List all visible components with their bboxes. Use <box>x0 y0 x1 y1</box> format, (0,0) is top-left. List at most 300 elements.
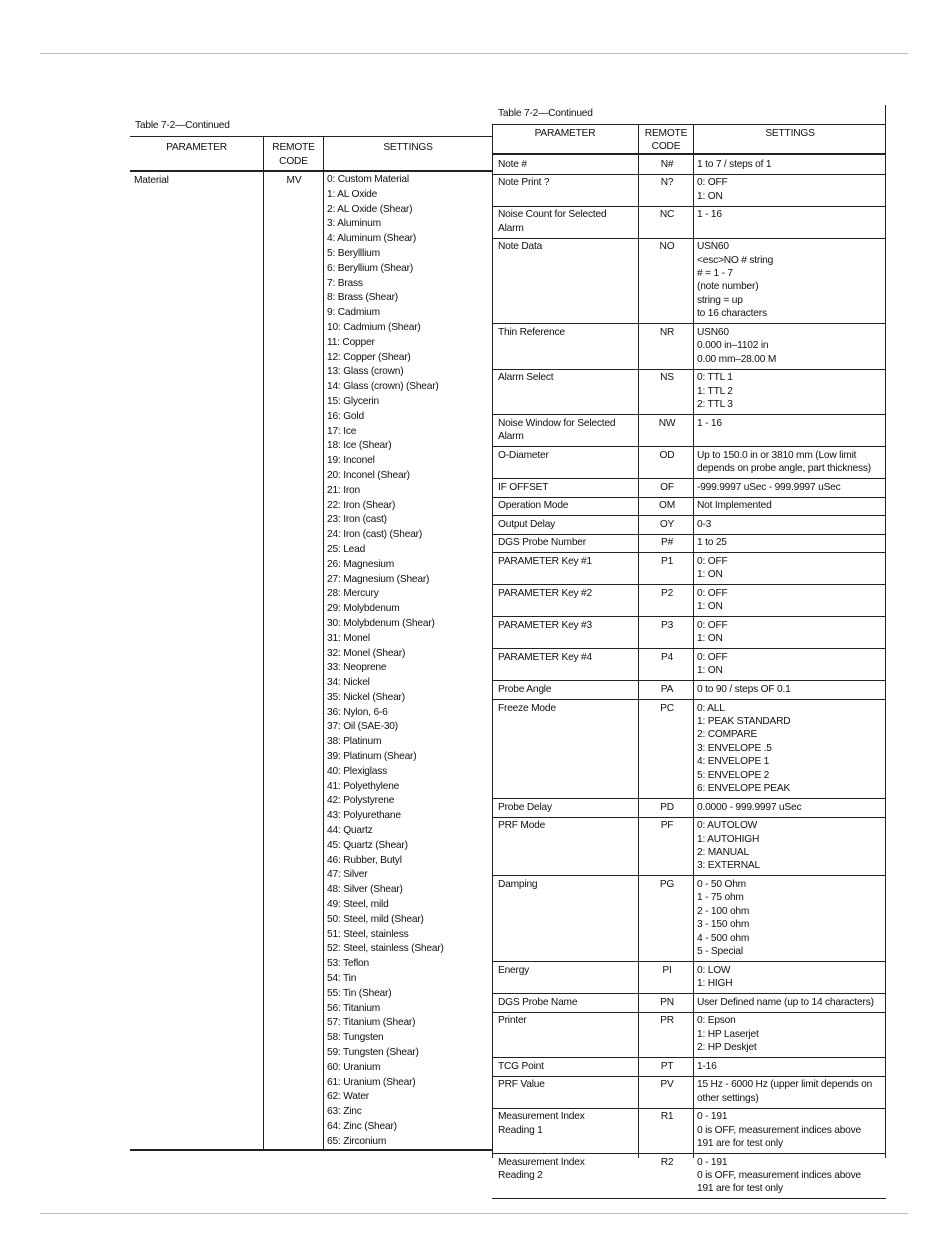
row-settings <box>697 240 883 320</box>
row-setting-line: 1 - 16 <box>697 209 722 221</box>
row-settings <box>697 555 883 582</box>
row-parameter <box>498 619 638 632</box>
row-parameter-line: PARAMETER Key #1 <box>498 556 592 567</box>
row-setting-line: USN60 <box>697 241 729 253</box>
left-header-rule <box>130 170 492 172</box>
bottom-divider <box>40 1213 908 1214</box>
right-table <box>492 105 886 1195</box>
row-setting-line: 1: AUTOHIGH <box>697 833 760 845</box>
material-setting-item: 45: Quartz (Shear) <box>327 839 408 851</box>
row-settings <box>697 1110 883 1150</box>
row-settings <box>697 158 883 171</box>
row-setting-line: 0-3 <box>697 518 712 530</box>
row-parameter <box>498 651 638 664</box>
row-setting-line: depends on probe angle, part thickness) <box>697 463 871 474</box>
row-divider <box>492 993 886 994</box>
material-parameter: Material <box>134 175 169 186</box>
row-code: PD <box>660 801 674 813</box>
row-settings <box>697 326 883 366</box>
material-setting-item: 17: Ice <box>327 425 357 437</box>
material-setting-item: 3: Aluminum <box>327 218 381 230</box>
row-code: R1 <box>660 1111 674 1123</box>
row-parameter-line: PARAMETER Key #3 <box>498 620 592 631</box>
left-caption-rule <box>130 136 492 137</box>
left-table-caption: Table 7-2—Continued <box>135 120 230 131</box>
material-setting-item: 21: Iron <box>327 484 360 496</box>
row-parameter <box>498 240 638 253</box>
row-parameter <box>498 702 638 715</box>
material-setting-item: 4: Aluminum (Shear) <box>327 233 417 245</box>
material-setting-item: 46: Rubber, Butyl <box>327 854 402 866</box>
left-header-settings: SETTINGS <box>383 142 433 153</box>
row-setting-line: 0: OFF <box>697 177 728 189</box>
material-setting-item: 27: Magnesium (Shear) <box>327 573 430 585</box>
row-parameter-line: Probe Angle <box>498 684 552 695</box>
row-code: OY <box>659 518 675 530</box>
row-setting-line: 1: ON <box>697 665 723 677</box>
row-parameter <box>498 1110 638 1137</box>
right-table-right-edge <box>885 105 886 1158</box>
row-parameter <box>498 819 638 832</box>
material-setting-item: 36: Nylon, 6-6 <box>327 706 388 718</box>
row-parameter <box>498 518 638 531</box>
row-setting-line: 1: HP Laserjet <box>697 1028 759 1040</box>
row-divider <box>492 1153 886 1154</box>
row-divider <box>492 798 886 799</box>
row-setting-line: string = up <box>697 294 743 306</box>
row-setting-line: 5 - Special <box>697 946 743 958</box>
row-setting-line: 1: ON <box>697 190 723 202</box>
material-setting-item: 42: Polystyrene <box>327 795 395 807</box>
material-setting-item: 43: Polyurethane <box>327 810 401 822</box>
row-parameter-line: DGS Probe Name <box>498 996 578 1008</box>
row-setting-line: <esc>NO # string <box>697 254 774 266</box>
row-code: P4 <box>660 652 674 663</box>
row-parameter-line: Measurement Index <box>498 1111 585 1123</box>
row-setting-line: 4 - 500 ohm <box>697 932 750 944</box>
row-divider <box>492 699 886 700</box>
row-parameter-line: Alarm <box>498 222 524 234</box>
right-header-remote-code <box>639 127 693 153</box>
material-setting-item: 15: Glycerin <box>327 395 379 407</box>
material-setting-item: 11: Copper <box>327 336 375 348</box>
material-setting-item: 33: Neoprene <box>327 662 387 674</box>
row-settings <box>697 878 883 958</box>
material-setting-item: 16: Gold <box>327 410 364 422</box>
right-header-settings: SETTINGS <box>765 128 815 139</box>
right-col-divider-1 <box>638 124 639 1158</box>
material-setting-item: 37: Oil (SAE-30) <box>327 721 398 733</box>
row-code: N# <box>660 158 674 170</box>
material-setting-item: 60: Uranium <box>327 1061 381 1073</box>
row-parameter-line: PARAMETER Key #4 <box>498 652 592 663</box>
row-setting-line: 1: HIGH <box>697 978 733 989</box>
row-setting-line: Up to 150.0 in or 3810 mm (Low limit <box>697 449 857 461</box>
row-settings <box>697 964 883 991</box>
material-setting-item: 55: Tin (Shear) <box>327 987 392 999</box>
row-parameter <box>498 878 638 891</box>
right-table-caption: Table 7-2—Continued <box>498 108 593 119</box>
material-setting-item: 59: Tungsten (Shear) <box>327 1047 419 1059</box>
right-table-left-edge <box>492 124 493 1158</box>
row-code: R2 <box>660 1156 674 1168</box>
row-divider <box>492 616 886 617</box>
row-divider <box>492 174 886 175</box>
row-setting-line: 0 is OFF, measurement indices above <box>697 1170 861 1181</box>
material-setting-item: 64: Zinc (Shear) <box>327 1121 397 1132</box>
row-divider <box>492 961 886 962</box>
row-parameter-line: IF OFFSET <box>498 481 549 493</box>
row-setting-line: 2 - 100 ohm <box>697 905 750 917</box>
row-parameter <box>498 449 638 462</box>
top-divider <box>40 53 908 54</box>
row-parameter <box>498 587 638 600</box>
row-code: PG <box>659 879 675 890</box>
material-code: MV <box>286 175 302 186</box>
material-setting-item: 52: Steel, stainless (Shear) <box>327 943 444 955</box>
row-code: NC <box>659 209 675 221</box>
row-divider <box>492 446 886 447</box>
row-parameter-line: Probe Delay <box>498 801 552 813</box>
row-setting-line: 0: OFF <box>697 620 728 631</box>
material-setting-item: 29: Molybdenum <box>327 603 400 615</box>
row-settings <box>697 819 883 873</box>
row-code: N? <box>660 177 674 189</box>
material-setting-item: 49: Steel, mild <box>327 899 389 911</box>
material-setting-item: 35: Nickel (Shear) <box>327 691 405 703</box>
row-divider <box>492 1012 886 1013</box>
row-setting-line: User Defined name (up to 14 characters) <box>697 996 874 1008</box>
row-divider <box>492 875 886 876</box>
material-setting-item: 10: Cadmium (Shear) <box>327 321 421 333</box>
material-setting-item: 12: Copper (Shear) <box>327 351 411 363</box>
material-setting-item: 32: Monel (Shear) <box>327 647 406 659</box>
row-divider <box>492 238 886 239</box>
row-parameter-line: TCG Point <box>498 1060 544 1072</box>
row-setting-line: 5: ENVELOPE 2 <box>697 769 770 781</box>
row-divider <box>492 584 886 585</box>
row-code: P2 <box>660 588 674 599</box>
material-setting-item: 51: Steel, stainless <box>327 928 409 940</box>
row-settings <box>697 801 883 814</box>
row-setting-line: 0: ALL <box>697 702 725 714</box>
row-setting-line: 3: ENVELOPE .5 <box>697 742 772 754</box>
row-divider <box>492 1057 886 1058</box>
material-setting-item: 5: Berylllium <box>327 247 380 259</box>
row-code: PI <box>662 964 672 976</box>
left-col-divider-1 <box>263 137 264 1150</box>
material-setting-item: 38: Platinum <box>327 736 382 748</box>
row-setting-line: 0: LOW <box>697 964 731 976</box>
row-parameter-line: Measurement Index <box>498 1156 585 1168</box>
material-setting-item: 53: Teflon <box>327 958 369 970</box>
row-code: NR <box>659 326 675 338</box>
row-setting-line: 0 - 50 Ohm <box>697 879 746 890</box>
row-setting-line: 0.000 in–1102 in <box>697 340 769 352</box>
material-setting-item: 7: Brass <box>327 277 363 289</box>
row-setting-line: 191 are for test only <box>697 1183 783 1195</box>
material-setting-item: 61: Uranium (Shear) <box>327 1076 416 1088</box>
row-setting-line: 0: TTL 1 <box>697 372 733 384</box>
row-parameter-line: O-Diameter <box>498 449 549 461</box>
row-settings <box>697 587 883 614</box>
material-setting-item: 48: Silver (Shear) <box>327 884 403 896</box>
row-divider <box>492 497 886 498</box>
material-setting-item: 65: Zirconium <box>327 1135 387 1147</box>
row-parameter-line: Freeze Mode <box>498 702 556 714</box>
row-parameter-line: Noise Window for Selected <box>498 417 616 429</box>
row-setting-line: # = 1 - 7 <box>697 268 733 279</box>
row-parameter <box>498 371 638 384</box>
row-code: P3 <box>660 620 674 631</box>
row-setting-line: 0.00 mm–28.00 M <box>697 353 777 365</box>
material-setting-item: 25: Lead <box>327 543 366 555</box>
row-parameter-line: Note Data <box>498 241 543 253</box>
row-setting-line: 1: PEAK STANDARD <box>697 716 791 727</box>
row-setting-line: 1 to 25 <box>697 537 727 549</box>
material-setting-item: 56: Titanium <box>327 1002 381 1014</box>
row-divider <box>492 817 886 818</box>
material-setting-item: 54: Tin <box>327 973 357 985</box>
row-setting-line: other settings) <box>697 1092 759 1104</box>
row-settings <box>697 518 883 531</box>
material-setting-item: 40: Plexiglass <box>327 765 388 777</box>
row-divider <box>492 369 886 370</box>
material-setting-item: 6: Beryllium (Shear) <box>327 262 414 274</box>
row-setting-line: 0 is OFF, measurement indices above <box>697 1124 861 1136</box>
row-setting-line: 0.0000 - 999.9997 uSec <box>697 801 802 813</box>
row-parameter-line: Reading 2 <box>498 1170 543 1181</box>
material-setting-item: 47: Silver <box>327 869 368 881</box>
row-code: NW <box>658 417 676 429</box>
row-code: NO <box>659 241 675 253</box>
row-parameter-line: Printer <box>498 1015 527 1027</box>
row-parameter-line: Note Print ? <box>498 177 550 189</box>
row-settings <box>697 683 883 696</box>
material-setting-item: 62: Water <box>327 1091 369 1103</box>
row-divider <box>492 534 886 535</box>
row-setting-line: USN60 <box>697 326 729 338</box>
row-code: PT <box>660 1060 674 1072</box>
row-parameter <box>498 1156 638 1183</box>
row-divider <box>492 515 886 516</box>
row-parameter <box>498 499 638 512</box>
material-setting-item: 0: Custom Material <box>327 174 409 185</box>
material-setting-item: 20: Inconel (Shear) <box>327 469 410 481</box>
row-code: P# <box>660 537 674 549</box>
row-setting-line: 1 - 16 <box>697 417 722 429</box>
row-setting-line: 3 - 150 ohm <box>697 919 750 931</box>
row-setting-line: 0: AUTOLOW <box>697 820 758 832</box>
row-parameter <box>498 801 638 814</box>
row-parameter <box>498 158 638 171</box>
row-code: PN <box>660 996 674 1008</box>
material-settings-list <box>327 173 489 1150</box>
row-setting-line: 191 are for test only <box>697 1138 783 1149</box>
material-setting-item: 8: Brass (Shear) <box>327 292 398 304</box>
material-setting-item: 39: Platinum (Shear) <box>327 751 417 763</box>
row-parameter-line: Reading 1 <box>498 1124 543 1136</box>
row-settings <box>697 417 883 430</box>
material-setting-item: 18: Ice (Shear) <box>327 440 392 452</box>
row-settings <box>697 499 883 512</box>
row-divider <box>492 1108 886 1109</box>
material-setting-item: 1: AL Oxide <box>327 188 378 200</box>
row-setting-line: 0 to 90 / steps OF 0.1 <box>697 684 791 695</box>
row-code: OF <box>660 481 674 493</box>
row-setting-line: 2: COMPARE <box>697 729 758 741</box>
row-parameter-line: Thin Reference <box>498 326 565 338</box>
row-parameter <box>498 964 638 977</box>
row-parameter <box>498 683 638 696</box>
row-parameter-line: DGS Probe Number <box>498 537 586 549</box>
row-setting-line: 0: Epson <box>697 1015 736 1027</box>
row-parameter <box>498 1014 638 1027</box>
row-parameter <box>498 555 638 568</box>
material-setting-item: 23: Iron (cast) <box>327 514 387 526</box>
row-divider <box>492 1076 886 1077</box>
material-setting-item: 41: Polyethylene <box>327 780 400 792</box>
row-parameter <box>498 208 638 235</box>
row-setting-line: (note number) <box>697 281 759 293</box>
row-parameter <box>498 417 638 444</box>
row-code: OD <box>659 449 675 461</box>
row-setting-line: 0: OFF <box>697 652 728 663</box>
row-parameter <box>498 326 638 339</box>
row-setting-line: to 16 characters <box>697 308 767 320</box>
row-setting-line: 1: ON <box>697 601 723 613</box>
row-setting-line: 1: TTL 2 <box>697 385 733 397</box>
material-setting-item: 13: Glass (crown) <box>327 366 404 378</box>
row-parameter <box>498 1078 638 1091</box>
row-parameter <box>498 1060 638 1073</box>
row-divider <box>492 206 886 207</box>
left-header-remote-code <box>264 141 323 169</box>
row-setting-line: -999.9997 uSec - 999.9997 uSec <box>697 481 841 493</box>
row-setting-line: 2: MANUAL <box>697 847 749 858</box>
row-code: PR <box>660 1015 674 1027</box>
material-setting-item: 14: Glass (crown) (Shear) <box>327 381 439 393</box>
row-setting-line: 1 - 75 ohm <box>697 892 744 904</box>
row-parameter-line: Output Delay <box>498 518 556 530</box>
material-setting-item: 9: Cadmium <box>327 307 380 319</box>
row-settings <box>697 996 883 1009</box>
row-settings <box>697 208 883 221</box>
row-divider <box>492 323 886 324</box>
row-settings <box>697 176 883 203</box>
row-setting-line: 1: ON <box>697 633 723 645</box>
row-parameter-line: PRF Value <box>498 1079 545 1091</box>
row-settings <box>697 619 883 646</box>
left-table <box>130 117 492 1151</box>
row-divider <box>492 680 886 681</box>
row-setting-line: 6: ENVELOPE PEAK <box>697 783 791 795</box>
left-col-divider-2 <box>323 137 324 1150</box>
row-code: OM <box>658 500 675 512</box>
row-parameter-line: PARAMETER Key #2 <box>498 588 592 599</box>
row-divider <box>492 478 886 479</box>
material-setting-item: 19: Inconel <box>327 455 375 467</box>
material-setting-item: 63: Zinc <box>327 1106 362 1118</box>
left-header-code: CODE <box>279 156 308 167</box>
material-setting-item: 30: Molybdenum (Shear) <box>327 617 435 629</box>
material-setting-item: 57: Titanium (Shear) <box>327 1017 416 1029</box>
right-header-rule <box>492 153 886 155</box>
row-divider <box>492 1198 886 1199</box>
material-setting-item: 26: Magnesium <box>327 558 395 570</box>
row-code: PC <box>660 702 674 714</box>
row-settings <box>697 1014 883 1054</box>
row-code: PA <box>660 684 674 695</box>
row-parameter <box>498 996 638 1009</box>
material-setting-item: 22: Iron (Shear) <box>327 499 396 511</box>
row-divider <box>492 648 886 649</box>
right-caption-rule <box>492 124 886 125</box>
row-setting-line: 15 Hz - 6000 Hz (upper limit depends on <box>697 1079 873 1091</box>
row-settings <box>697 536 883 549</box>
row-setting-line: Not Implemented <box>697 500 772 512</box>
row-setting-line: 1: ON <box>697 569 723 581</box>
material-setting-item: 24: Iron (cast) (Shear) <box>327 529 423 541</box>
row-setting-line: 4: ENVELOPE 1 <box>697 756 770 768</box>
right-header-parameter: PARAMETER <box>534 128 596 139</box>
material-setting-item: 58: Tungsten <box>327 1032 384 1044</box>
material-setting-item: 31: Monel <box>327 632 370 644</box>
row-settings <box>697 1078 883 1105</box>
row-setting-line: 1 to 7 / steps of 1 <box>697 158 772 170</box>
row-code: NS <box>660 372 674 384</box>
right-header-code: CODE <box>651 141 681 152</box>
row-settings <box>697 371 883 411</box>
row-parameter-line: Damping <box>498 879 538 890</box>
material-setting-item: 2: AL Oxide (Shear) <box>327 203 413 215</box>
row-parameter <box>498 536 638 549</box>
row-parameter-line: Note # <box>498 158 527 170</box>
right-col-divider-2 <box>693 124 694 1158</box>
material-setting-item: 50: Steel, mild (Shear) <box>327 913 424 925</box>
right-header-remote: REMOTE <box>644 128 688 139</box>
material-setting-item: 28: Mercury <box>327 588 379 600</box>
row-parameter-line: Noise Count for Selected <box>498 209 607 221</box>
row-settings <box>697 481 883 494</box>
row-settings <box>697 1060 883 1073</box>
row-settings <box>697 702 883 796</box>
row-setting-line: 3: EXTERNAL <box>697 860 760 872</box>
row-setting-line: 0 - 191 <box>697 1156 728 1168</box>
row-setting-line: 2: TTL 3 <box>697 399 733 410</box>
left-header-parameter: PARAMETER <box>166 142 227 153</box>
row-setting-line: 0 - 191 <box>697 1111 728 1123</box>
row-settings <box>697 449 883 476</box>
row-setting-line: 0: OFF <box>697 556 728 567</box>
row-setting-line: 2: HP Deskjet <box>697 1042 757 1053</box>
row-parameter <box>498 481 638 494</box>
row-parameter-line: Alarm <box>498 431 524 442</box>
row-setting-line: 1-16 <box>697 1060 717 1072</box>
row-code: PV <box>660 1079 674 1091</box>
row-divider <box>492 552 886 553</box>
row-parameter-line: PRF Mode <box>498 820 546 832</box>
row-parameter <box>498 176 638 189</box>
material-setting-item: 34: Nickel <box>327 677 370 689</box>
row-settings <box>697 1156 883 1196</box>
row-parameter-line: Operation Mode <box>498 500 569 512</box>
row-code: PF <box>660 820 674 832</box>
row-settings <box>697 651 883 678</box>
row-divider <box>492 414 886 415</box>
material-setting-item: 44: Quartz <box>327 825 373 837</box>
row-code: P1 <box>660 556 674 567</box>
